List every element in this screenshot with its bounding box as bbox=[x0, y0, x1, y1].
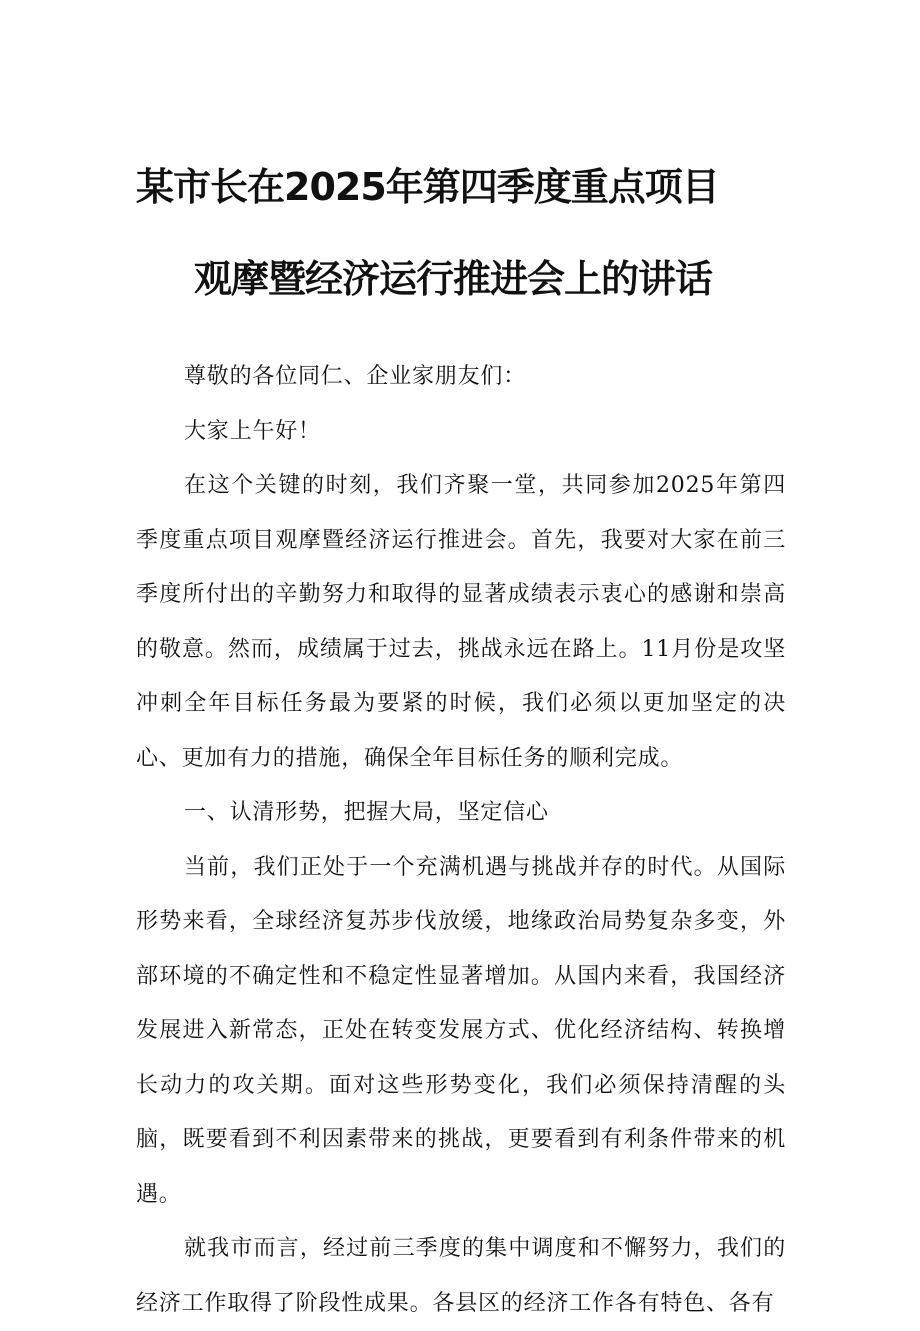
document-title-line-2: 观摩暨经济运行推进会上的讲话 bbox=[194, 257, 713, 301]
body-paragraph: 就我市而言，经过前三季度的集中调度和不懈努力，我们的经济工作取得了阶段性成果。各县区的经济工作各有特色、各有 bbox=[136, 1236, 786, 1316]
document-body bbox=[136, 350, 786, 1331]
document-title-line-1: 某市长在2025年第四季度重点项目 bbox=[136, 165, 719, 209]
salutation: 尊敬的各位同仁、企业家朋友们： bbox=[184, 364, 527, 389]
section-heading: 一、认清形势，把握大局，坚定信心 bbox=[184, 800, 549, 825]
body-paragraph: 在这个关键的时刻，我们齐聚一堂，共同参加2025年第四季度重点项目观摩暨经济运行推进会。首先，我要对大家在前三季度所付出的辛勤努力和取得的显著成绩表示衷心的感谢和崇高的敬意。然而，成绩属于过去，挑战永远在路上。11月份是攻坚冲刺全年目标任务最为要紧的时候，我们必须以更加坚定的决心、更加有力的措施，确保全年目标任务的顺利完成。 bbox=[136, 473, 786, 771]
greeting: 大家上午好！ bbox=[184, 418, 321, 444]
body-paragraph: 当前，我们正处于一个充满机遇与挑战并存的时代。从国际形势来看，全球经济复苏步伐放缓，地缘政治局势复杂多变，外部环境的不确定性和不稳定性显著增加。从国内来看，我国经济发展进入新常态，正处在转变发展方式、优化经济结构、转换增长动力的攻关期。面对这些形势变化，我们必须保持清醒的头脑，既要看到不利因素带来的挑战，更要看到有利条件带来的机遇。 bbox=[136, 854, 786, 1207]
